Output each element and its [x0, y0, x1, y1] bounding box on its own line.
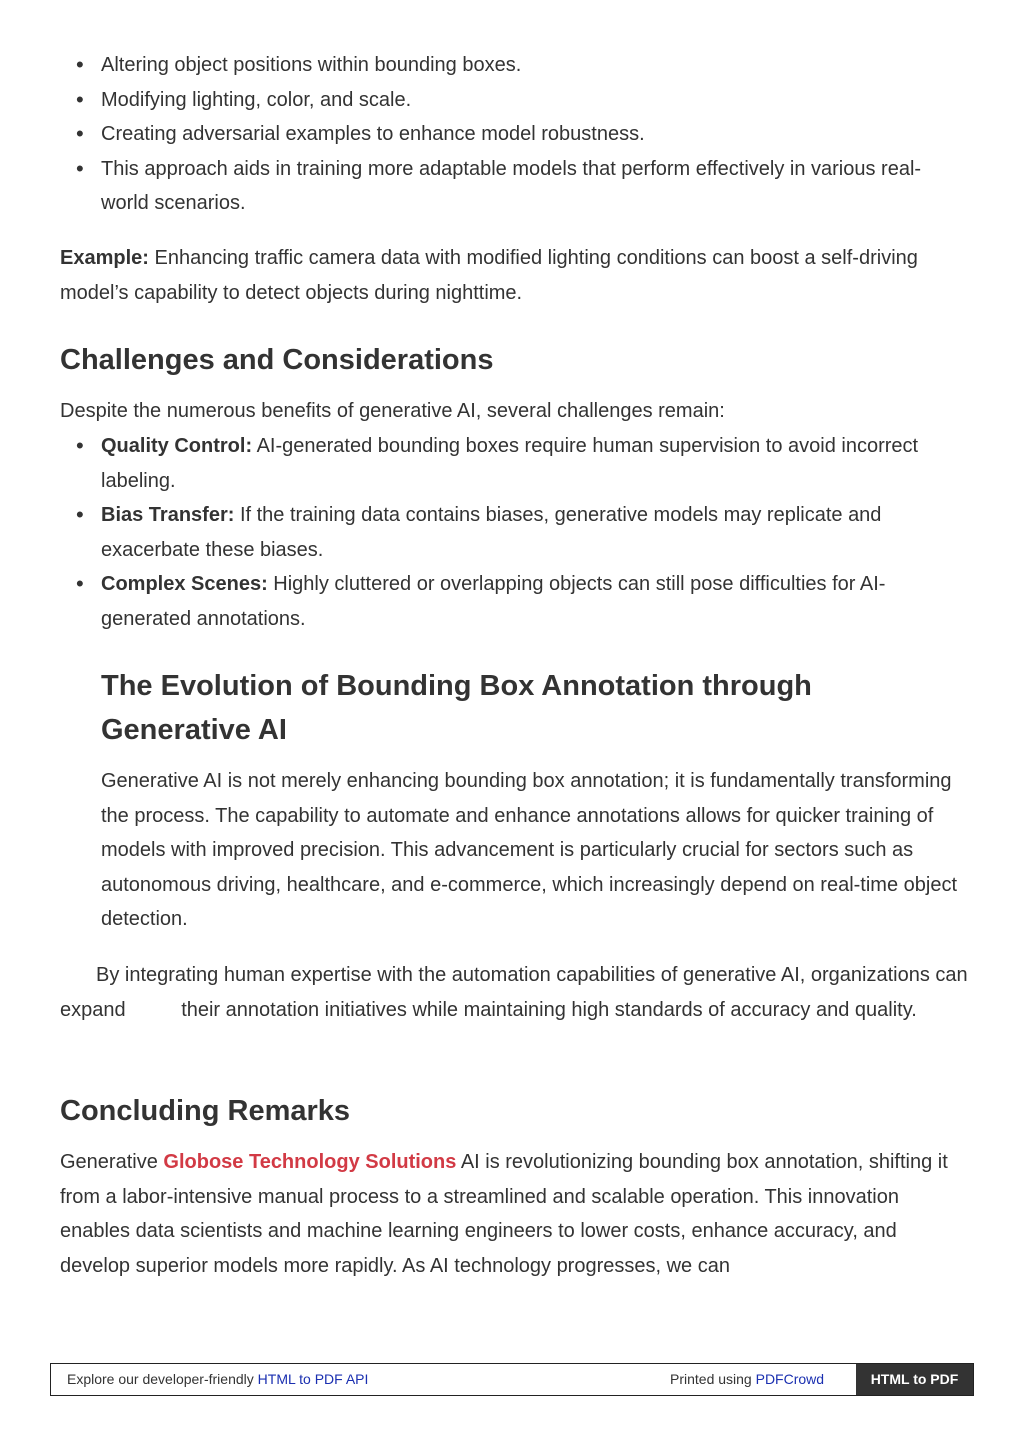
concluding-lead: Generative	[60, 1151, 164, 1173]
item-text: AI-generated bounding boxes require human supervision to avoid incorrect labeling.	[101, 435, 919, 492]
html-to-pdf-api-link[interactable]: HTML to PDF API	[257, 1371, 369, 1387]
list-item	[60, 429, 960, 498]
integration-paragraph	[60, 958, 970, 1027]
evolution-heading: The Evolution of Bounding Box Annotation through Generative AI	[101, 670, 812, 746]
concluding-paragraph	[60, 1145, 960, 1283]
footer-left	[67, 1364, 368, 1395]
example-paragraph	[60, 241, 940, 310]
list-item: • Modifying lighting, color, and scale.	[60, 83, 960, 118]
integration-part2: their annotation initiatives while maintaining high standards of accuracy and quality.	[181, 998, 917, 1021]
item-label: Bias Transfer:	[101, 504, 235, 527]
item-label: Complex Scenes:	[101, 573, 268, 596]
concluding-text: AI is revolutionizing bounding box annotation, shifting it from a labor-intensive manual process to a streamlined and scalable operation. This innovation enables data scientists and machine learning engineers to lower costs, enhance accuracy, and develop superior models more rapidly. As AI technology progresses, we can	[60, 1151, 948, 1277]
example-label: Example:	[60, 247, 149, 269]
list-item	[60, 498, 960, 567]
item-label: Quality Control:	[101, 435, 253, 457]
challenges-heading: Challenges and Considerations	[60, 344, 494, 376]
footer-left-text: Explore our developer-friendly	[67, 1371, 258, 1387]
footer-right	[670, 1364, 824, 1395]
item-text: If the training data contains biases, generative models may replicate and exacerbate these biases.	[101, 504, 882, 561]
list-item: • Altering object positions within bounding boxes.	[60, 48, 960, 83]
html-to-pdf-button[interactable]: HTML to PDF	[856, 1364, 973, 1395]
list-item: • Creating adversarial examples to enhance model robustness.	[60, 117, 960, 152]
footer-right-text: Printed using	[670, 1371, 756, 1387]
challenges-list	[60, 429, 960, 637]
example-text: Enhancing traffic camera data with modified lighting conditions can boost a self-driving model’s capability to detect objects during nighttime.	[60, 247, 918, 304]
augmentation-list	[60, 48, 960, 221]
evolution-body: Generative AI is not merely enhancing bounding box annotation; it is fundamentally transforming the process. The capability to automate and enhance annotations allows for quicker training of models with improved precision. This advancement is particularly crucial for sectors such as autonomous driving, healthcare, and e-commerce, which increasingly depend on real-time object detection.	[101, 770, 958, 931]
brand-link[interactable]: Globose Technology Solutions	[163, 1151, 457, 1173]
challenges-intro: Despite the numerous benefits of generative AI, several challenges remain:	[60, 400, 725, 422]
list-item	[60, 567, 960, 636]
list-item: • This approach aids in training more adaptable models that perform effectively in various real-world scenarios.	[60, 152, 960, 221]
integration-part1: By integrating human expertise with the automation capabilities of generative AI, organizations can expand	[60, 964, 968, 1021]
pdf-footer-bar	[50, 1363, 974, 1396]
pdfcrowd-link[interactable]: PDFCrowd	[755, 1371, 825, 1387]
item-text: Highly cluttered or overlapping objects can still pose difficulties for AI-generated annotations.	[101, 573, 886, 630]
concluding-heading: Concluding Remarks	[60, 1095, 351, 1127]
